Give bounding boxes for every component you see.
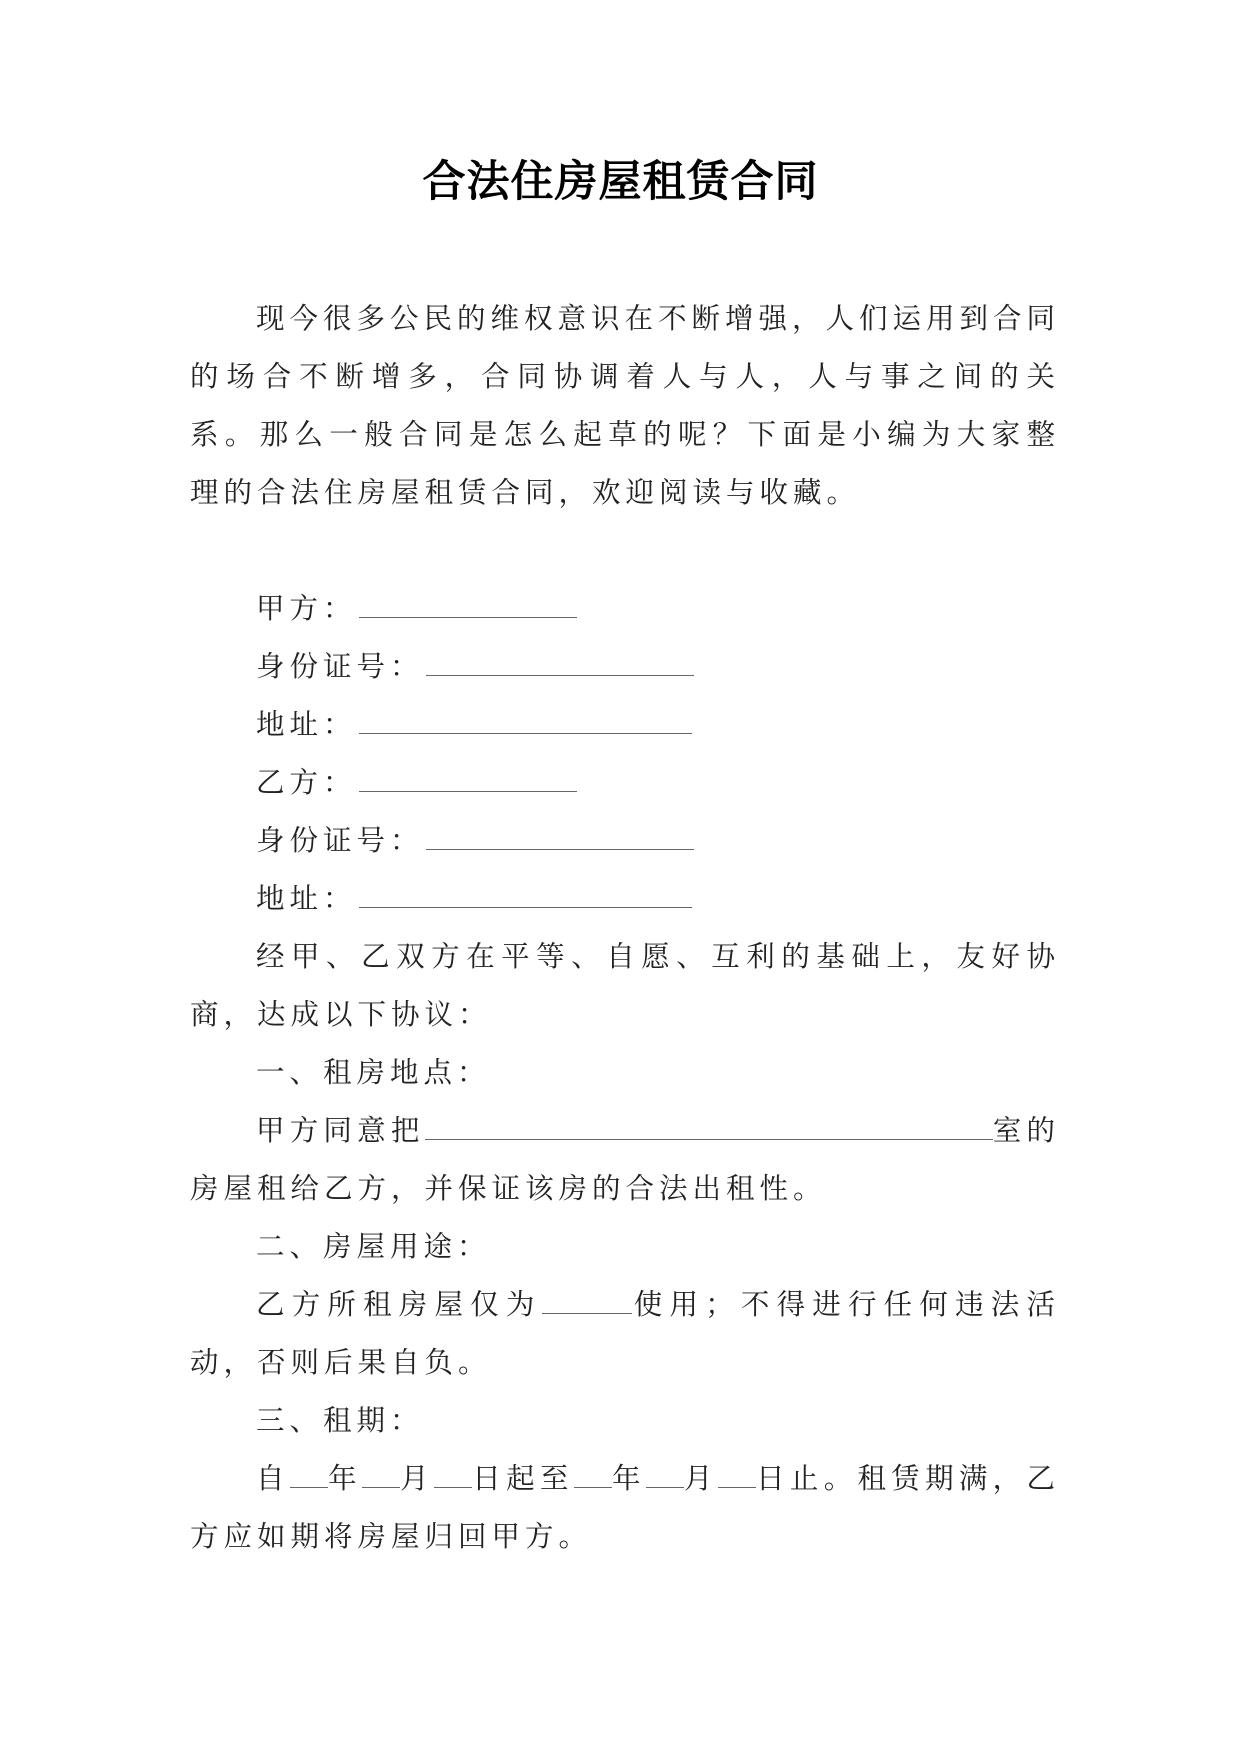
field-party-b (190, 754, 1060, 812)
field-label: 身份证号： (256, 650, 424, 683)
document-body (190, 290, 1060, 1566)
section2-text-after: 使用；不得进行任何违法活动，否则后果自负。 (190, 1288, 1060, 1379)
party-a-blank (359, 583, 577, 618)
section1-paragraph (190, 1102, 1060, 1218)
field-label: 身份证号： (256, 824, 424, 857)
section1-heading: 一、租房地点： (256, 1056, 491, 1089)
field-party-a (190, 580, 1060, 638)
room-blank (425, 1105, 993, 1140)
term-text: 日起至 (471, 1462, 574, 1495)
addr-a-blank (359, 699, 692, 734)
term-text: 月 (683, 1462, 718, 1495)
id-b-blank (426, 815, 694, 850)
date-blank (718, 1453, 756, 1488)
field-id-b (190, 812, 1060, 870)
section3-paragraph (190, 1450, 1060, 1566)
date-blank (290, 1453, 328, 1488)
intro-paragraph: 现今很多公民的维权意识在不断增强，人们运用到合同的场合不断增多，合同协调着人与人，人与事之间的关系。那么一般合同是怎么起草的呢？下面是小编为大家整理的合法住房屋租赁合同，欢迎阅读与收藏。 (190, 302, 1061, 509)
id-a-blank (426, 641, 694, 676)
section2-heading: 二、房屋用途： (256, 1230, 491, 1263)
field-label: 乙方： (256, 766, 357, 799)
date-blank (646, 1453, 684, 1488)
field-label: 地址： (256, 882, 357, 915)
party-b-blank (359, 757, 577, 792)
use-blank (542, 1279, 632, 1314)
section3-heading: 三、租期： (256, 1404, 424, 1437)
field-label: 地址： (256, 708, 357, 741)
document-title: 合法住房屋租赁合同 (422, 157, 819, 207)
section2-paragraph (190, 1276, 1060, 1392)
date-blank (434, 1453, 472, 1488)
section1-text-before: 甲方同意把 (256, 1114, 425, 1147)
date-blank (574, 1453, 612, 1488)
date-blank (362, 1453, 400, 1488)
field-addr-a (190, 696, 1060, 754)
section1-text-after: 室的房屋租给乙方，并保证该房的合法出租性。 (190, 1114, 1060, 1205)
field-id-a (190, 638, 1060, 696)
addr-b-blank (359, 873, 692, 908)
term-text: 年 (327, 1462, 362, 1495)
term-text: 年 (611, 1462, 646, 1495)
term-text: 日止。租赁期满，乙方应如期将房屋归回甲方。 (190, 1462, 1060, 1553)
term-text: 月 (399, 1462, 434, 1495)
field-addr-b (190, 870, 1060, 928)
section2-text-before: 乙方所租房屋仅为 (256, 1288, 542, 1321)
agreement-paragraph: 经甲、乙双方在平等、自愿、互利的基础上，友好协商，达成以下协议： (190, 940, 1060, 1031)
field-label: 甲方： (256, 592, 357, 625)
term-text: 自 (256, 1462, 290, 1495)
